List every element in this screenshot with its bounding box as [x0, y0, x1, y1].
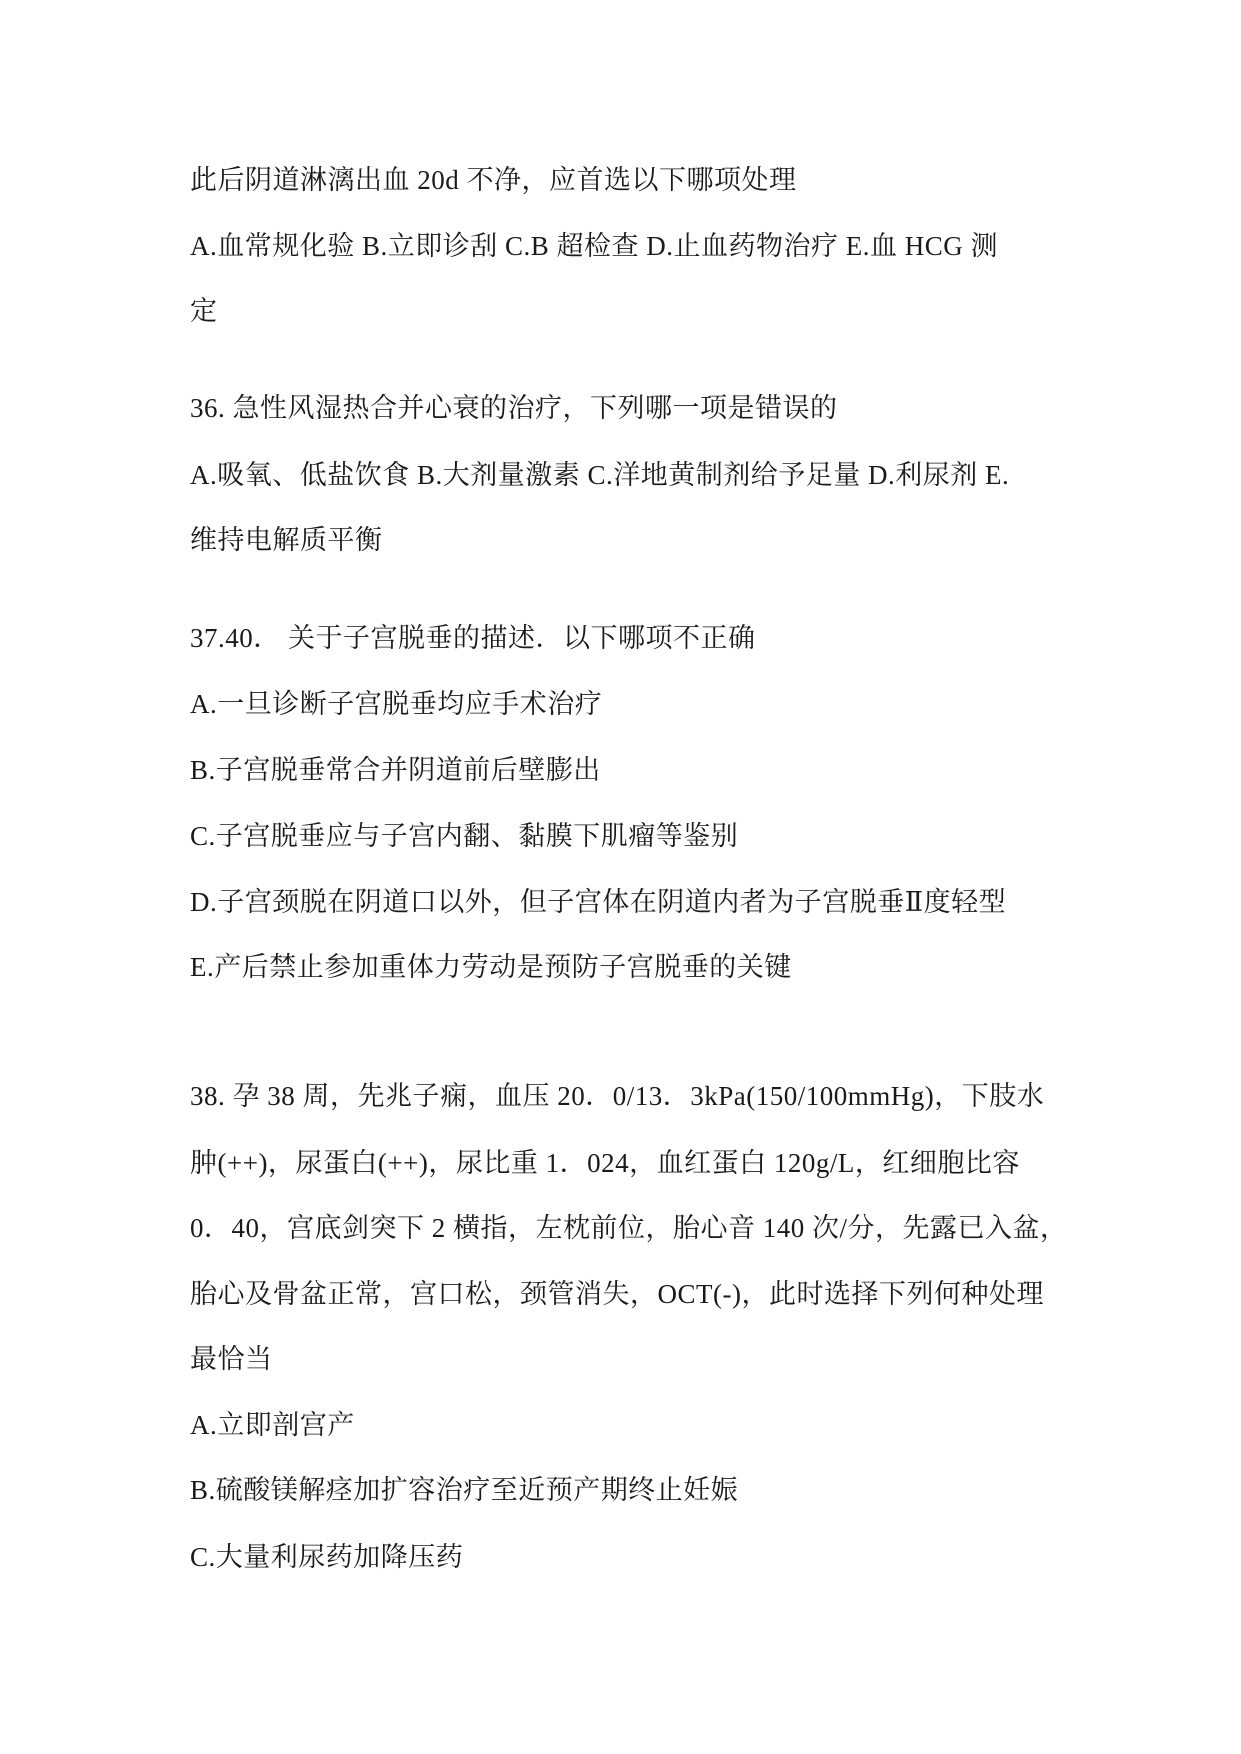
q38-option-b: B.硫酸镁解痉加扩容治疗至近预产期终止妊娠 [190, 1475, 739, 1505]
q36-options-line-2: 维持电解质平衡 [190, 525, 383, 555]
q37-option-b: B.子宫脱垂常合并阴道前后壁膨出 [190, 755, 601, 785]
q37-option-d: D.子宫颈脱在阴道口以外，但子宫体在阴道内者为子宫脱垂Ⅱ度轻型 [190, 887, 1007, 917]
q37-option-e: E.产后禁止参加重体力劳动是预防子宫脱垂的关键 [190, 952, 792, 982]
q37-option-c: C.子宫脱垂应与子宫内翻、黏膜下肌瘤等鉴别 [190, 821, 739, 851]
q38-stem-line-5: 最恰当 [190, 1344, 273, 1374]
q38-stem-line-3: 0．40，宫底剑突下 2 横指，左枕前位，胎心音 140 次/分，先露已入盆， [190, 1213, 1068, 1243]
q36-options-line-1: A.吸氧、低盐饮食 B.大剂量激素 C.洋地黄制剂给予足量 D.利尿剂 E. [190, 460, 1010, 490]
q35-options-line-1: A.血常规化验 B.立即诊刮 C.B 超检查 D.止血药物治疗 E.血 HCG 测 [190, 231, 999, 261]
q38-stem-line-4: 胎心及骨盆正常，宫口松，颈管消失，OCT(-)，此时选择下列何种处理 [190, 1279, 1044, 1309]
q38-stem-line-1: 38. 孕 38 周，先兆子痫，血压 20．0/13．3kPa(150/100mmHg)，下肢水 [190, 1081, 1045, 1111]
q35-options-line-2: 定 [190, 296, 218, 326]
q38-option-a: A.立即剖宫产 [190, 1410, 355, 1440]
q37-stem: 37.40． 关于子宫脱垂的描述．以下哪项不正确 [190, 623, 756, 653]
q36-stem: 36. 急性风湿热合并心衰的治疗，下列哪一项是错误的 [190, 393, 838, 423]
q38-stem-line-2: 肿(++)，尿蛋白(++)，尿比重 1．024，血红蛋白 120g/L，红细胞比容 [190, 1148, 1020, 1178]
q35-stem: 此后阴道淋漓出血 20d 不净，应首选以下哪项处理 [190, 165, 797, 195]
q38-option-c: C.大量利尿药加降压药 [190, 1542, 464, 1572]
q37-option-a: A.一旦诊断子宫脱垂均应手术治疗 [190, 689, 603, 719]
